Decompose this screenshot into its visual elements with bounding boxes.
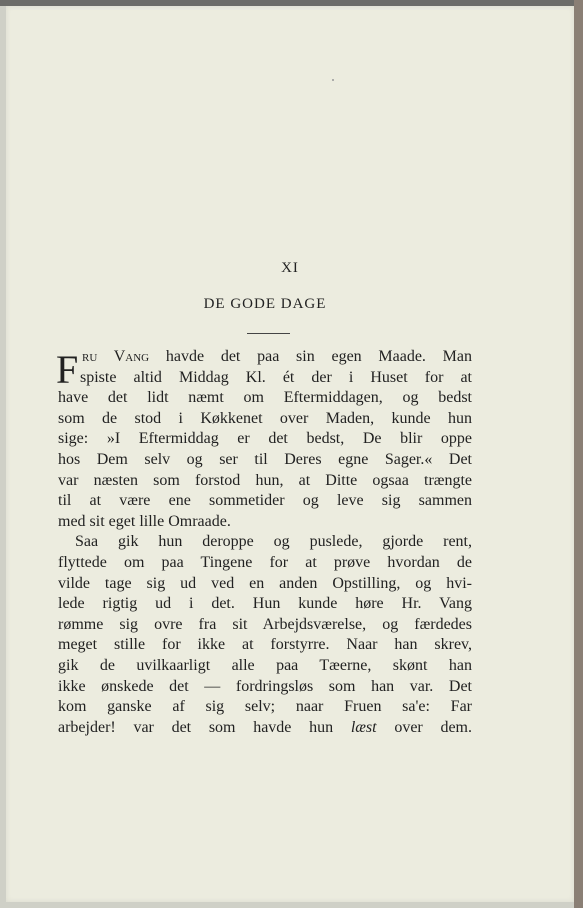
text-line: Saa gik hun deroppe og puslede, gjorde rent,	[75, 533, 472, 551]
text-line: rømme sig ovre fra sit Arbejdsværelse, og færdedes	[58, 615, 472, 633]
first-line-smallcaps: ru Vang	[82, 348, 150, 365]
text-line: spiste altid Middag Kl. ét der i Huset for at	[80, 368, 472, 386]
title-divider	[247, 333, 290, 334]
first-line-rest: havde det paa sin egen Maade. Man	[165, 348, 473, 365]
text-line: flyttede om paa Tingene for at prøve hvordan de	[58, 553, 472, 571]
body-text	[58, 347, 472, 738]
text-line: have det lidt næmt om Eftermiddagen, og bedst	[58, 389, 472, 407]
book-page	[6, 6, 574, 902]
text-line: meget stille for ikke at forstyrre. Naar han skrev,	[58, 636, 472, 654]
text-line: som de stod i Køkkenet over Maden, kunde hun	[58, 409, 472, 427]
page-right-edge	[574, 0, 583, 908]
drop-cap: F	[56, 347, 79, 392]
text-line: hos Dem selv og ser til Deres egne Sager.« Det	[58, 450, 472, 468]
chapter-title: DE GODE DAGE	[203, 296, 327, 312]
text-line: gik de uvilkaarligt alle paa Tæerne, skønt han	[58, 656, 472, 674]
text-line: ikke ønskede det — fordringsløs som han var. Det	[58, 677, 472, 695]
text-line: med sit eget lille Omraade.	[58, 512, 231, 530]
final-line-before: arbejder! var det som havde hun	[58, 718, 334, 736]
paper-speck	[332, 79, 334, 81]
chapter-number: XI	[281, 260, 299, 276]
text-line: kom ganske af sig selv; naar Fruen sa'e: Far	[58, 698, 472, 716]
final-line-italic: læst	[350, 718, 377, 736]
text-line: var næsten som forstod hun, at Ditte ogsaa trængte	[58, 471, 472, 489]
text-line: til at være ene sommetider og leve sig sammen	[58, 492, 472, 510]
text-line-final	[58, 718, 472, 739]
text-line: vilde tage sig ud ved en anden Opstilling, og hvi-	[58, 574, 472, 592]
final-line-after: over dem.	[394, 718, 472, 736]
text-line: lede rigtig ud i det. Hun kunde høre Hr. Vang	[58, 595, 472, 613]
text-line: sige: »I Eftermiddag er det bedst, De blir oppe	[58, 430, 472, 448]
